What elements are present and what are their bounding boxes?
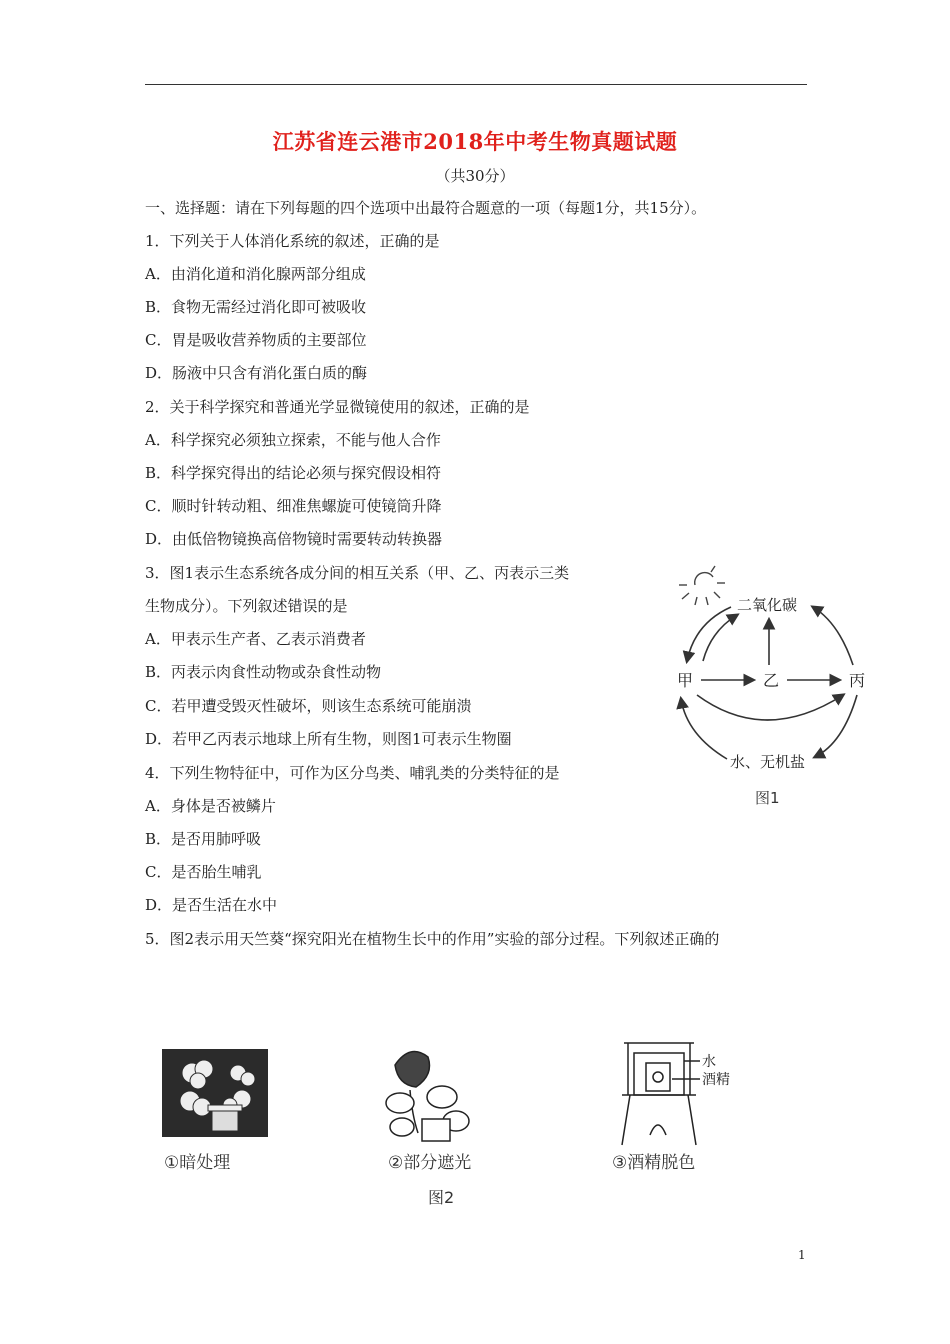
option: C．是否胎生哺乳: [145, 863, 262, 881]
bing-label: 丙: [849, 671, 866, 690]
sun-icon: [679, 566, 725, 605]
jia-label: 甲: [677, 671, 694, 690]
page-title: 江苏省连云港市2018年中考生物真题试题: [272, 129, 678, 154]
option: D．肠液中只含有消化蛋白质的酶: [145, 364, 368, 382]
page-number: 1: [798, 1248, 806, 1262]
option: D．是否生活在水中: [145, 896, 278, 914]
figure-1-ecosystem-diagram: [665, 565, 875, 815]
option: C．顺时针转动粗、细准焦螺旋可使镜筒升降: [145, 497, 442, 515]
step2-caption: ②部分遮光: [388, 1153, 472, 1173]
option: A．身体是否被鳞片: [145, 797, 276, 815]
option: C．胃是吸收营养物质的主要部位: [145, 331, 367, 349]
alcohol-bath-icon: [622, 1043, 700, 1145]
question-stem: 2．关于科学探究和普通光学显微镜使用的叙述，正确的是: [145, 398, 530, 416]
arrow-jia-bing-lower: [697, 695, 843, 720]
question-stem: 5．图2表示用天竺葵“探究阳光在植物生长中的作用”实验的部分过程。下列叙述正确的: [145, 930, 720, 948]
arrow-water-to-jia: [681, 699, 727, 759]
arrow-co2-to-jia: [687, 607, 731, 661]
arrow-bing-to-co2: [813, 607, 853, 665]
option: A．由消化道和消化腺两部分组成: [145, 265, 366, 283]
dark-box-plant-icon: [162, 1049, 268, 1137]
option: A．甲表示生产者、乙表示消费者: [145, 630, 366, 648]
alcohol-label: 酒精: [702, 1072, 730, 1088]
option: B．是否用肺呼吸: [145, 830, 262, 848]
yi-label: 乙: [763, 671, 780, 690]
top-rule: [145, 84, 807, 85]
option: D．若甲乙丙表示地球上所有生物，则图1可表示生物圈: [145, 730, 512, 748]
question-stem: 1．下列关于人体消化系统的叙述，正确的是: [145, 232, 440, 250]
option: B．丙表示肉食性动物或杂食性动物: [145, 663, 382, 681]
figure-1-caption: 图1: [755, 789, 780, 807]
score-subtitle: （共30分）: [435, 167, 515, 185]
water-label: 水: [702, 1054, 716, 1070]
option: C．若甲遭受毁灭性破坏，则该生态系统可能崩溃: [145, 697, 472, 715]
option: B．科学探究得出的结论必须与探究假设相符: [145, 464, 442, 482]
option: B．食物无需经过消化即可被吸收: [145, 298, 367, 316]
water-minerals-label: 水、无机盐: [730, 753, 806, 771]
option: D．由低倍物镜换高倍物镜时需要转动转换器: [145, 530, 443, 548]
shaded-plant-icon: [386, 1052, 469, 1141]
question-stem-continued: 生物成分）。下列叙述错误的是: [145, 597, 348, 615]
step3-caption: ③酒精脱色: [612, 1153, 696, 1173]
figure-2-caption: 图2: [428, 1188, 455, 1207]
step1-caption: ①暗处理: [164, 1153, 231, 1173]
question-stem: 4．下列生物特征中，可作为区分鸟类、哺乳类的分类特征的是: [145, 764, 560, 782]
arrow-bing-to-water: [815, 695, 857, 757]
section-heading: 一、选择题：请在下列每题的四个选项中出最符合题意的一项（每题1分，共15分）。: [145, 199, 707, 217]
option: A．科学探究必须独立探索，不能与他人合作: [145, 431, 441, 449]
co2-label: 二氧化碳: [737, 596, 798, 614]
figure-2-experiment: [160, 1035, 760, 1207]
question-stem: 3．图1表示生态系统各成分间的相互关系（甲、乙、丙表示三类: [145, 564, 570, 582]
